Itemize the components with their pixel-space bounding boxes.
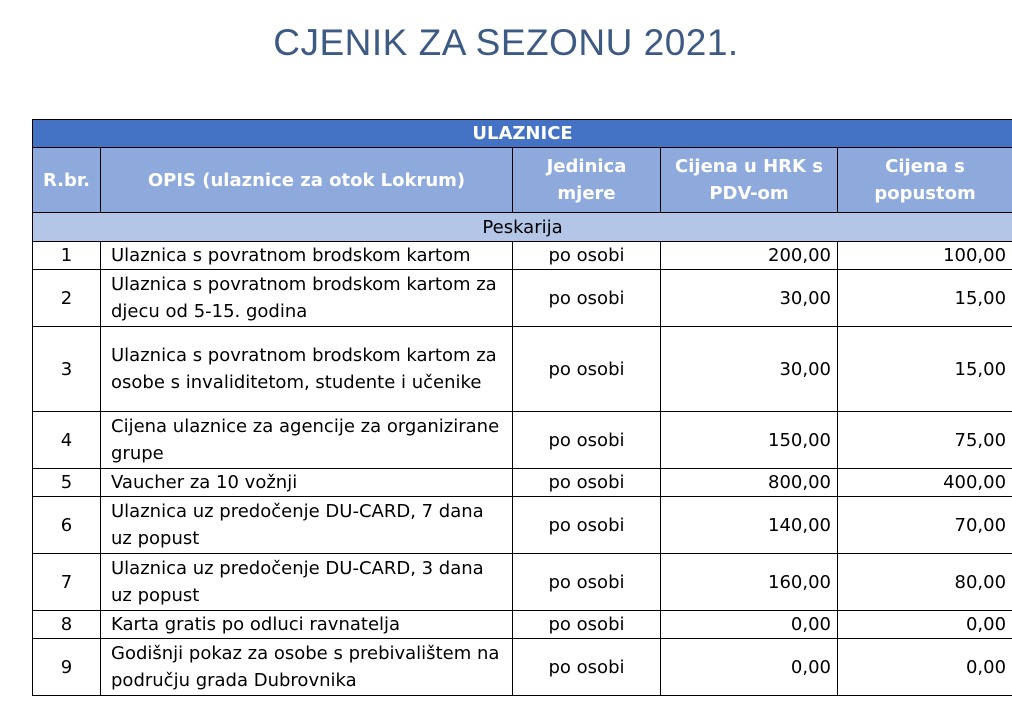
- section-title: ULAZNICE: [33, 120, 1012, 148]
- row-description: Ulaznica s povratnom brodskom kartom: [101, 242, 513, 270]
- row-discount-price: 70,00: [838, 497, 1012, 554]
- row-price: 140,00: [661, 497, 838, 554]
- row-price: 150,00: [661, 412, 838, 469]
- table-row: [33, 554, 1012, 611]
- header-description: OPIS (ulaznice za otok Lokrum): [101, 148, 513, 213]
- row-discount-price: 0,00: [838, 611, 1012, 639]
- price-table: [32, 119, 1012, 696]
- row-price: 30,00: [661, 270, 838, 327]
- row-unit: po osobi: [513, 412, 661, 469]
- row-description: Cijena ulaznice za agencije za organizirane grupe: [101, 412, 513, 469]
- row-price: 800,00: [661, 469, 838, 497]
- table-row: [33, 611, 1012, 639]
- row-discount-price: 0,00: [838, 639, 1012, 696]
- row-description: Ulaznica s povratnom brodskom kartom za djecu od 5-15. godina: [101, 270, 513, 327]
- row-number: 1: [33, 242, 101, 270]
- header-price: Cijena u HRK s PDV-om: [661, 148, 838, 213]
- table-row: [33, 469, 1012, 497]
- table-row: [33, 242, 1012, 270]
- header-unit: Jedinica mjere: [513, 148, 661, 213]
- row-unit: po osobi: [513, 554, 661, 611]
- table-row: [33, 497, 1012, 554]
- column-header-row: [33, 148, 1012, 213]
- row-discount-price: 15,00: [838, 270, 1012, 327]
- row-discount-price: 75,00: [838, 412, 1012, 469]
- row-description: Ulaznica s povratnom brodskom kartom za osobe s invaliditetom, studente i učenike: [101, 327, 513, 412]
- row-discount-price: 80,00: [838, 554, 1012, 611]
- row-price: 0,00: [661, 611, 838, 639]
- page-title: CJENIK ZA SEZONU 2021.: [273, 22, 739, 63]
- row-description: Karta gratis po odluci ravnatelja: [101, 611, 513, 639]
- table-row: [33, 327, 1012, 412]
- header-no: R.br.: [33, 148, 101, 213]
- group-title: Peskarija: [33, 213, 1012, 242]
- row-description: Vaucher za 10 vožnji: [101, 469, 513, 497]
- table-row: [33, 639, 1012, 696]
- row-number: 7: [33, 554, 101, 611]
- row-discount-price: 15,00: [838, 327, 1012, 412]
- row-discount-price: 100,00: [838, 242, 1012, 270]
- row-price: 0,00: [661, 639, 838, 696]
- row-unit: po osobi: [513, 270, 661, 327]
- row-price: 160,00: [661, 554, 838, 611]
- row-unit: po osobi: [513, 242, 661, 270]
- row-number: 8: [33, 611, 101, 639]
- row-number: 3: [33, 327, 101, 412]
- row-unit: po osobi: [513, 639, 661, 696]
- row-unit: po osobi: [513, 611, 661, 639]
- row-number: 6: [33, 497, 101, 554]
- section-header-row: [33, 120, 1012, 148]
- row-number: 2: [33, 270, 101, 327]
- table-row: [33, 412, 1012, 469]
- header-discount: Cijena s popustom: [838, 148, 1012, 213]
- row-unit: po osobi: [513, 327, 661, 412]
- row-unit: po osobi: [513, 497, 661, 554]
- row-discount-price: 400,00: [838, 469, 1012, 497]
- row-description: Godišnji pokaz za osobe s prebivalištem na području grada Dubrovnika: [101, 639, 513, 696]
- row-description: Ulaznica uz predočenje DU-CARD, 7 dana uz popust: [101, 497, 513, 554]
- row-number: 5: [33, 469, 101, 497]
- group-row: [33, 213, 1012, 242]
- table-row: [33, 270, 1012, 327]
- row-price: 200,00: [661, 242, 838, 270]
- row-unit: po osobi: [513, 469, 661, 497]
- row-number: 9: [33, 639, 101, 696]
- row-description: Ulaznica uz predočenje DU-CARD, 3 dana uz popust: [101, 554, 513, 611]
- row-number: 4: [33, 412, 101, 469]
- row-price: 30,00: [661, 327, 838, 412]
